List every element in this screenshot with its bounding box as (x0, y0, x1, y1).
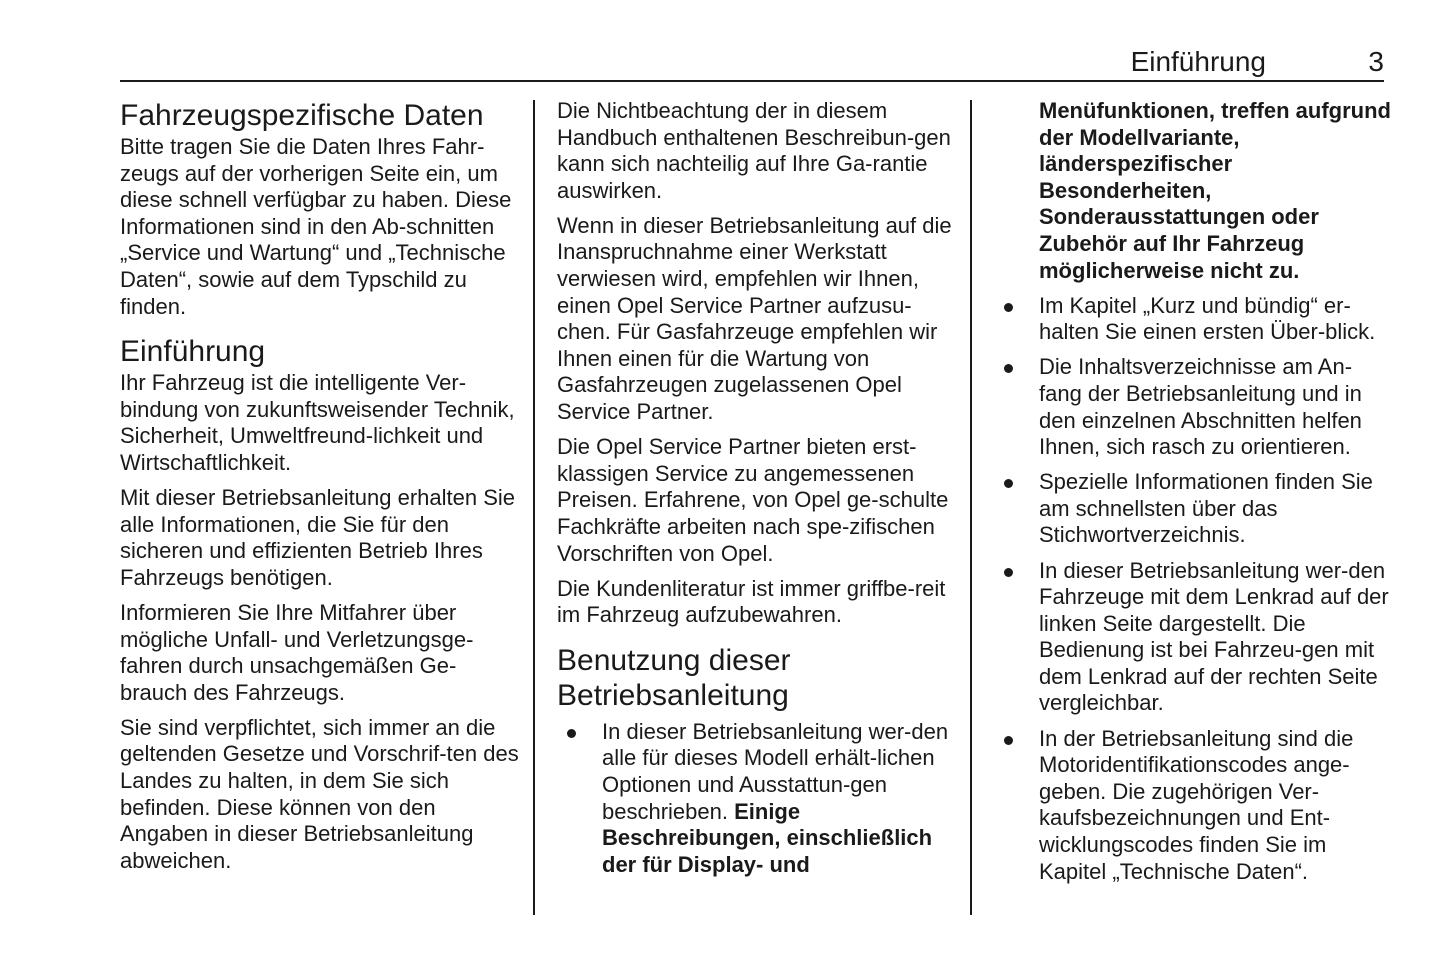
heading-introduction: Einführung (120, 335, 266, 369)
list-item (997, 354, 1392, 460)
paragraph-intro-1: Ihr Fahrzeug ist die intelligente Ver-bindung von zukunftsweisender Technik, Sicherheit, Umweltfreund-lichkeit und Wirtschaftlichkeit. (120, 370, 515, 475)
list-item (997, 726, 1392, 886)
bullet-text: Die Inhaltsverzeichnisse am An-fang der Betriebsanleitung und in den einzelnen Abschnitten helfen Ihnen, sich rasch zu orientieren. (1039, 354, 1362, 460)
column-1 (120, 98, 520, 883)
bullet-icon (567, 729, 576, 738)
bullet-text-bold: Einige Beschreibungen, einschließlich der für Display- und (602, 798, 933, 877)
heading-vehicle-data: Fahrzeugspezifische Daten (120, 99, 484, 132)
bullet-text: Im Kapitel „Kurz und bündig“ er-halten Sie einen ersten Über-blick. (1039, 292, 1376, 345)
paragraph-workshop: Wenn in dieser Betriebsanleitung auf die Inanspruchnahme einer Werkstatt verwiesen wird, empfehlen wir Ihnen, einen Opel Service Partner aufzusu-chen. Für Gasfahrzeuge empfehlen wir Ihnen einen für die Wartung von Gasfahrzeugen zugelassenen Opel Service Partner. (557, 212, 952, 425)
heading-usage: Benutzung dieser Betriebsanleitung (557, 643, 791, 712)
bullet-text: In der Betriebsanleitung sind die Motoridentifikationscodes ange-geben. Die zugehörigen Ver-kaufsbezeichnungen und Ent-wicklungscodes finden Sie im Kapitel „Technische Daten“. (1039, 725, 1354, 884)
column-divider-left (533, 100, 535, 915)
bullet-icon (1004, 568, 1013, 577)
bullet-text: In dieser Betriebsanleitung wer-den alle für dieses Modell erhält-lichen Optionen und Ausstattun-gen beschrieben. (602, 718, 949, 824)
usage-bullet-list (557, 719, 957, 879)
list-item (997, 293, 1392, 346)
bullet-text: Spezielle Informationen finden Sie am schnellsten über das Stichwortverzeichnis. (1039, 469, 1373, 548)
info-bullet-list (997, 293, 1392, 885)
list-item (997, 558, 1392, 718)
header-rule (120, 80, 1384, 82)
paragraph-intro-4: Sie sind verpflichtet, sich immer an die geltenden Gesetze und Vorschrif-ten des Landes zu halten, in dem Sie sich befinden. Diese können von den Angaben in dieser Betriebsanleitung abweichen. (120, 714, 519, 873)
column-3 (997, 98, 1392, 894)
bullet-icon (1004, 736, 1013, 745)
bold-continuation (997, 98, 1392, 284)
column-2 (557, 98, 957, 887)
list-item (557, 719, 957, 879)
paragraph-intro-2: Mit dieser Betriebsanleitung erhalten Sie alle Informationen, die Sie für den sicheren und effizienten Betrieb Ihres Fahrzeugs benötigen. (120, 485, 516, 590)
paragraph-intro-3: Informieren Sie Ihre Mitfahrer über mögliche Unfall- und Verletzungsge-fahren durch unsachgemäßen Ge-brauch des Fahrzeugs. (120, 599, 474, 705)
bullet-icon (1004, 303, 1013, 312)
column-divider-right (970, 100, 972, 915)
bullet-icon (1004, 479, 1013, 488)
paragraph-vehicle-data: Bitte tragen Sie die Daten Ihres Fahr-zeugs auf der vorherigen Seite ein, um diese schnell verfügbar zu haben. Diese Informationen sind in den Ab-schnitten „Service und Wartung“ und „Technische Daten“, sowie auf dem Typschild zu finden. (120, 134, 512, 319)
running-header-title: Einführung (1130, 46, 1266, 77)
list-item (997, 469, 1392, 549)
bullet-icon (1004, 364, 1013, 373)
paragraph-customer-literature: Die Kundenliteratur ist immer griffbe-reit im Fahrzeug aufzubewahren. (557, 575, 946, 628)
paragraph-warranty: Die Nichtbeachtung der in diesem Handbuch enthaltenen Beschreibun-gen kann sich nachteilig auf Ihre Ga-rantie auswirken. (557, 98, 951, 203)
page-number: 3 (1368, 46, 1384, 77)
bullet-text: In dieser Betriebsanleitung wer-den Fahrzeuge mit dem Lenkrad auf der linken Seite dargestellt. Die Bedienung ist bei Fahrzeu-gen mit dem Lenkrad auf der rechten Seite vergleichbar. (1039, 557, 1389, 716)
paragraph-service-partner: Die Opel Service Partner bieten erst-klassigen Service zu angemessenen Preisen. Erfahrene, von Opel ge-schulte Fachkräfte arbeiten nach spe-zifischen Vorschriften von Opel. (557, 434, 949, 566)
bold-continuation-text: Menüfunktionen, treffen aufgrund der Modellvariante, länderspezifischer Besonderheiten, Sonderausstattungen oder Zubehör auf Ihr Fahrzeug möglicherweise nicht zu. (1039, 98, 1391, 283)
